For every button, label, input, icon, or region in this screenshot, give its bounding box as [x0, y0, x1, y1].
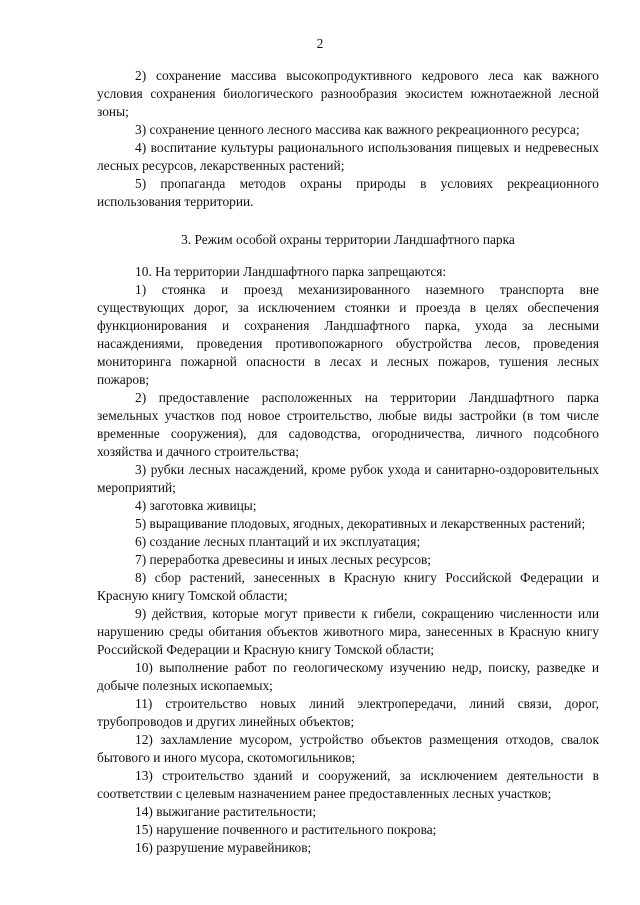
- prohibition-item: 4) заготовка живицы;: [135, 498, 257, 513]
- prohibition-item: 16) разрушение муравейников;: [135, 840, 312, 855]
- goal-item: 4) воспитание культуры рационального использования пищевых и недревесных лесных ресурсов, лекарственных растений;: [97, 140, 599, 173]
- prohibition-item: 15) нарушение почвенного и растительного покрова;: [135, 822, 437, 837]
- prohibition-item: 5) выращивание плодовых, ягодных, декоративных и лекарственных растений;: [135, 516, 586, 531]
- prohibition-item: 7) переработка древесины и иных лесных ресурсов;: [135, 552, 432, 567]
- prohibition-item: 1) стоянка и проезд механизированного наземного транспорта вне существующих дорог, за исключением стоянки и проезда в целях обеспечения функционирования и сохранения Ландшафтного парка, ухода за лесными насаждениями, проведения противопожарного обустройства лесов, проведения мониторинга пожарной опасности в лесах и лесных пожаров, тушения лесных пожаров;: [97, 282, 599, 387]
- prohibition-item: 6) создание лесных плантаций и их эксплуатация;: [135, 534, 421, 549]
- prohibition-item: 13) строительство зданий и сооружений, за исключением деятельности в соответствии с целевым назначением ранее предоставленных лесных участков;: [97, 768, 599, 801]
- section-heading: 3. Режим особой охраны территории Ландшафтного парка: [181, 232, 515, 247]
- prohibition-item: 11) строительство новых линий электропередачи, линий связи, дорог, трубопроводов и других линейных объектов;: [97, 696, 599, 729]
- goal-item: 2) сохранение массива высокопродуктивного кедрового леса как важного условия сохранения биологического разнообразия экосистем южнотаежной лесной зоны;: [97, 68, 599, 119]
- prohibition-item: 3) рубки лесных насаждений, кроме рубок ухода и санитарно-оздоровительных мероприятий;: [97, 462, 599, 495]
- document-body: [97, 67, 599, 857]
- prohibition-item: 14) выжигание растительности;: [135, 804, 317, 819]
- prohibition-item: 10) выполнение работ по геологическому изучению недр, поиску, разведке и добыче полезных ископаемых;: [97, 660, 599, 693]
- prohibition-item: 12) захламление мусором, устройство объектов размещения отходов, свалок бытового и иного мусора, скотомогильников;: [97, 732, 599, 765]
- page-number: 2: [316, 36, 324, 51]
- goals-list: [97, 67, 599, 211]
- prohibitions-list: [97, 281, 599, 857]
- prohibition-item: 9) действия, которые могут привести к гибели, сокращению численности или нарушению среды обитания объектов животного мира, занесенных в Красную книгу Российской Федерации и Красную книгу Томской области;: [97, 606, 599, 657]
- goal-item: 5) пропаганда методов охраны природы в условиях рекреационного использования территории.: [97, 176, 599, 209]
- prohibition-item: 8) сбор растений, занесенных в Красную книгу Российской Федерации и Красную книгу Томской области;: [97, 570, 599, 603]
- prohibition-item: 2) предоставление расположенных на территории Ландшафтного парка земельных участков под новое строительство, любые виды застройки (в том числе временные сооружения), для садоводства, огородничества, личного подсобного хозяйства и дачного строительства;: [97, 390, 599, 459]
- goal-item: 3) сохранение ценного лесного массива как важного рекреационного ресурса;: [135, 122, 580, 137]
- clause-intro: 10. На территории Ландшафтного парка запрещаются:: [135, 264, 447, 279]
